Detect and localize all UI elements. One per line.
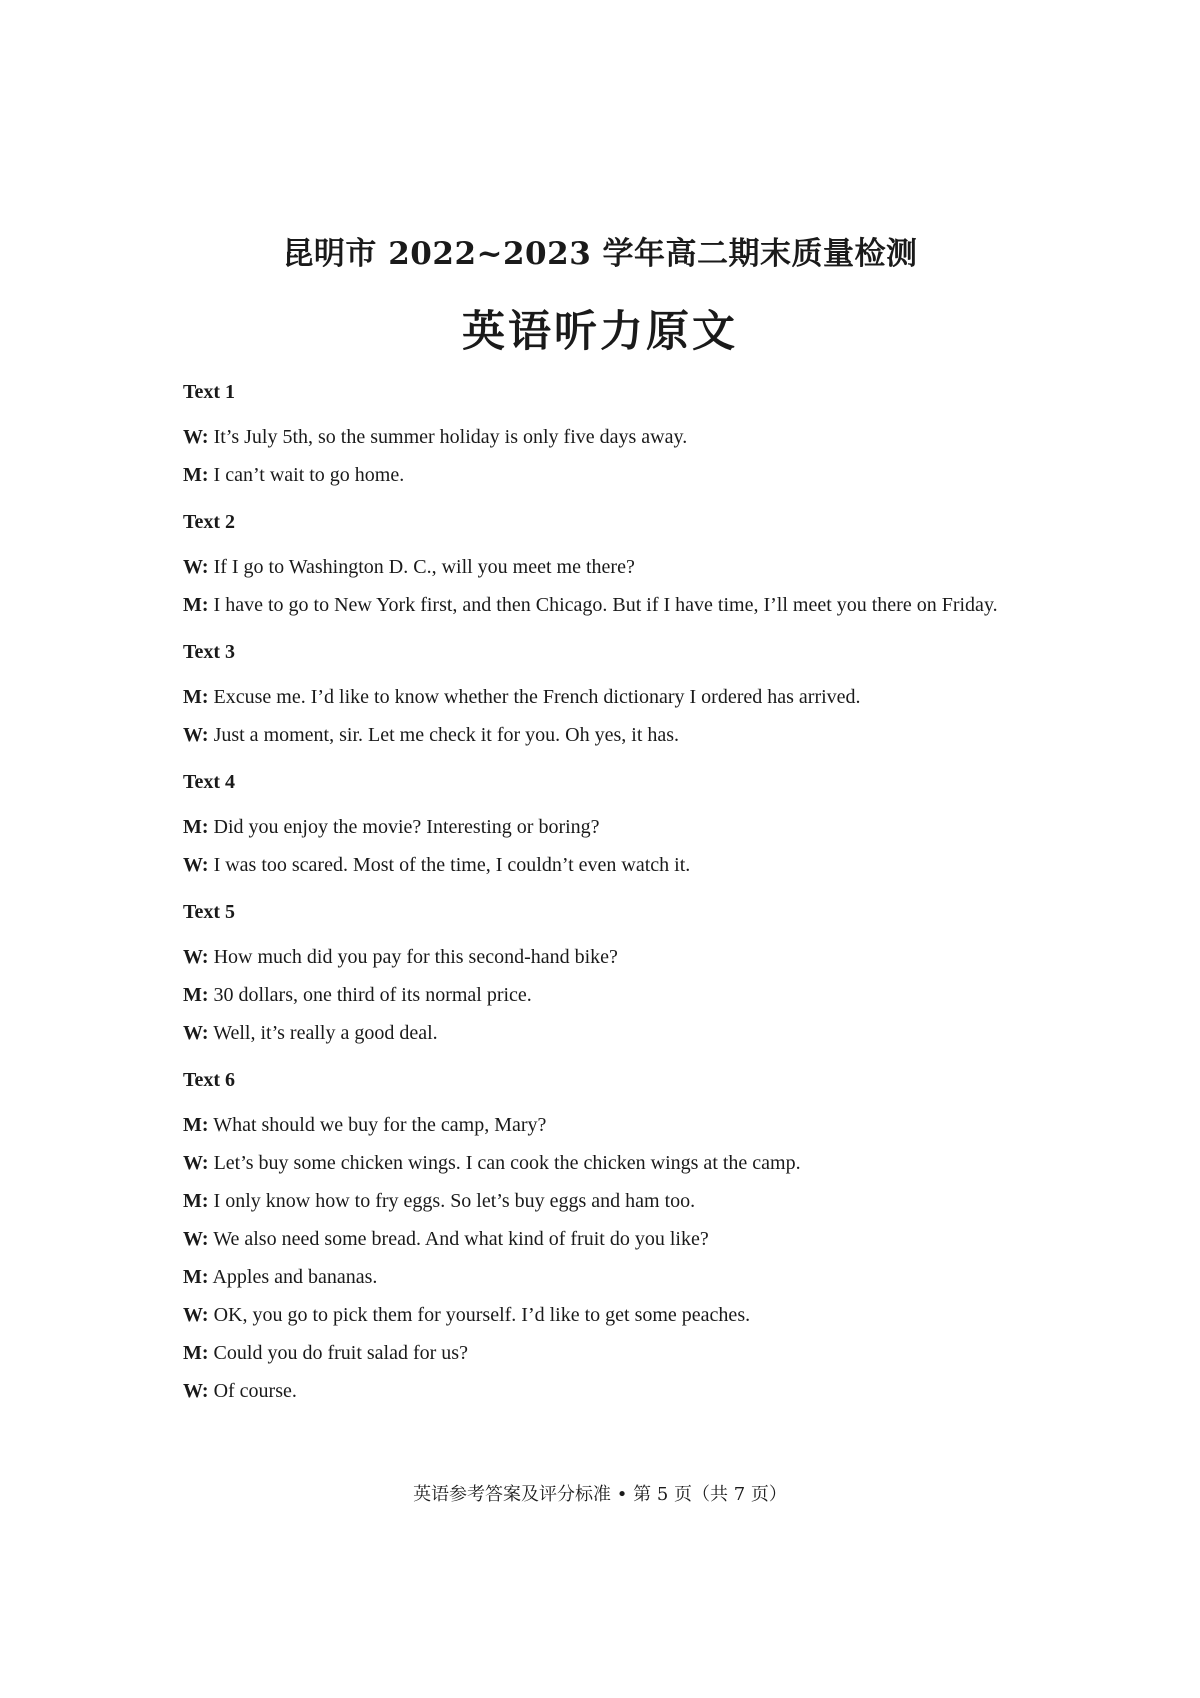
speaker-label: M: [183, 464, 209, 486]
dialogue-text: How much did you pay for this second-hand bike? [213, 946, 618, 968]
dialogue-text: Let’s buy some chicken wings. I can cook the chicken wings at the camp. [213, 1152, 801, 1174]
speaker-label: W: [183, 724, 209, 746]
speaker-label: W: [183, 1022, 209, 1044]
exam-title: 昆明市 2022~2023 学年高二期末质量检测 [282, 236, 918, 272]
dialogue-line [183, 418, 1023, 456]
speaker-label: M: [183, 1266, 209, 1288]
section-title: Text 2 [183, 511, 236, 533]
transcript-section [183, 380, 1023, 494]
speaker-label: M: [183, 984, 209, 1006]
dialogue-line [183, 1296, 1023, 1334]
dialogue-line [183, 808, 1023, 846]
dialogue-text: I only know how to fry eggs. So let’s buy eggs and ham too. [213, 1190, 696, 1212]
speaker-label: W: [183, 1228, 209, 1250]
page-footer: 英语参考答案及评分标准 • 第 5 页（共 7 页） [413, 1484, 787, 1505]
transcript-section [183, 1068, 1023, 1410]
speaker-label: M: [183, 1342, 209, 1364]
speaker-label: W: [183, 1304, 209, 1326]
dialogue-text: Well, it’s really a good deal. [213, 1022, 438, 1044]
dialogue-line [183, 1144, 1023, 1182]
dialogue-line [183, 1372, 1023, 1410]
speaker-label: W: [183, 426, 209, 448]
dialogue-line [183, 1334, 1023, 1372]
section-title: Text 5 [183, 901, 236, 923]
dialogue-line [183, 716, 1023, 754]
dialogue-line [183, 678, 1023, 716]
speaker-label: W: [183, 946, 209, 968]
speaker-label: W: [183, 854, 209, 876]
section-title: Text 4 [183, 771, 236, 793]
dialogue-text: Could you do fruit salad for us? [213, 1342, 468, 1364]
dialogue-line [183, 846, 1023, 884]
dialogue-text: 30 dollars, one third of its normal price. [213, 984, 532, 1006]
dialogue-line [183, 1106, 1023, 1144]
dialogue-line [183, 1014, 1023, 1052]
dialogue-text: I have to go to New York first, and then Chicago. But if I have time, I’ll meet you there on Friday. [213, 594, 998, 616]
section-title: Text 3 [183, 641, 236, 663]
doc-title: 英语听力原文 [462, 307, 738, 357]
transcript-section [183, 640, 1023, 754]
dialogue-line [183, 1220, 1023, 1258]
dialogue-text: I was too scared. Most of the time, I couldn’t even watch it. [213, 854, 691, 876]
speaker-label: W: [183, 556, 209, 578]
speaker-label: M: [183, 1190, 209, 1212]
dialogue-text: What should we buy for the camp, Mary? [213, 1114, 547, 1136]
dialogue-line [183, 938, 1023, 976]
dialogue-line [183, 456, 1023, 494]
speaker-label: M: [183, 816, 209, 838]
dialogue-text: It’s July 5th, so the summer holiday is only five days away. [213, 426, 688, 448]
dialogue-line [183, 586, 1023, 624]
transcript-section [183, 900, 1023, 1052]
transcript-content [183, 380, 1023, 1426]
transcript-section [183, 770, 1023, 884]
dialogue-text: OK, you go to pick them for yourself. I’d like to get some peaches. [213, 1304, 751, 1326]
dialogue-line [183, 976, 1023, 1014]
transcript-section [183, 510, 1023, 624]
dialogue-text: Of course. [213, 1380, 297, 1402]
section-title: Text 1 [183, 381, 236, 403]
dialogue-text: If I go to Washington D. C., will you meet me there? [213, 556, 635, 578]
dialogue-text: Excuse me. I’d like to know whether the French dictionary I ordered has arrived. [213, 686, 861, 708]
section-title: Text 6 [183, 1069, 236, 1091]
dialogue-text: We also need some bread. And what kind of fruit do you like? [213, 1228, 709, 1250]
dialogue-text: Just a moment, sir. Let me check it for you. Oh yes, it has. [213, 724, 680, 746]
speaker-label: M: [183, 594, 209, 616]
speaker-label: W: [183, 1380, 209, 1402]
dialogue-text: Apples and bananas. [212, 1266, 378, 1288]
dialogue-text: Did you enjoy the movie? Interesting or boring? [213, 816, 600, 838]
dialogue-line [183, 548, 1023, 586]
page-header [0, 232, 1200, 360]
speaker-label: M: [183, 1114, 209, 1136]
dialogue-text: I can’t wait to go home. [213, 464, 405, 486]
speaker-label: M: [183, 686, 209, 708]
dialogue-line [183, 1258, 1023, 1296]
dialogue-line [183, 1182, 1023, 1220]
speaker-label: W: [183, 1152, 209, 1174]
